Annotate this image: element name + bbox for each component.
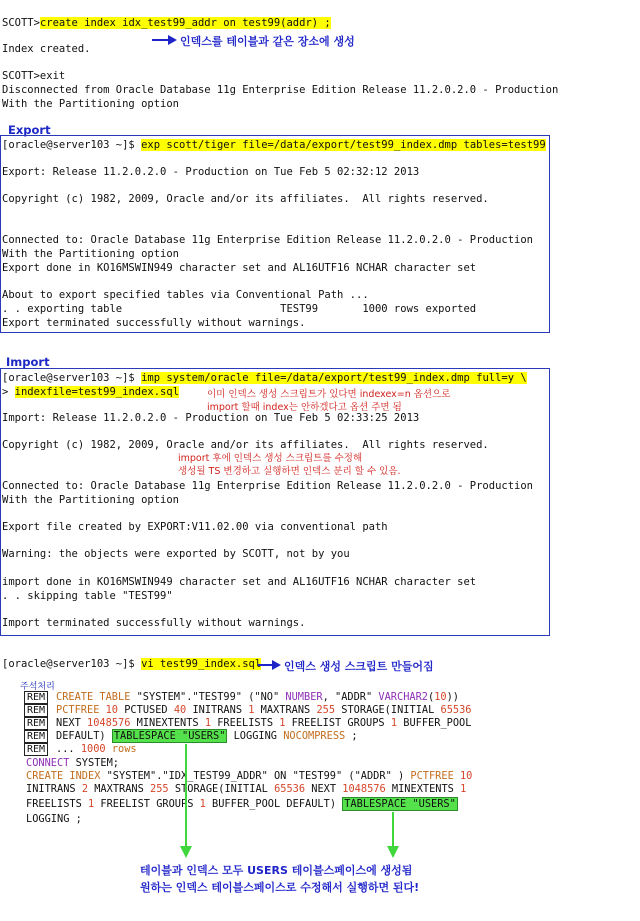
sql-type: VARCHAR2 xyxy=(378,691,428,703)
sql-text: MAXTRANS xyxy=(260,704,311,716)
sql-text: PCTUSED xyxy=(124,704,168,716)
indexes-option-note xyxy=(207,388,450,414)
export-output-line: Export: Release 11.2.0.2.0 - Production on Tue Feb 5 02:32:12 2013 xyxy=(2,166,420,178)
shell-prompt: [oracle@server103 ~]$ xyxy=(2,139,135,151)
sql-number: 10 xyxy=(105,704,119,716)
sql-type: NUMBER xyxy=(285,691,323,703)
import-output-line: Copyright (c) 1982, 2009, Oracle and/or its affiliates. All rights reserved. xyxy=(2,439,489,451)
sql-number: 1 xyxy=(390,717,398,729)
rem-marker xyxy=(24,691,48,705)
imp-command: imp system/oracle file=/data/export/test99_index.dmp full=y \ xyxy=(141,372,527,384)
rem-keyword: REM xyxy=(24,743,48,756)
sql-number: 2 xyxy=(81,783,89,795)
import-section-title: Import xyxy=(6,355,50,369)
comment-out-label: 주석처리 xyxy=(20,682,55,692)
arrow-right-icon xyxy=(258,659,282,671)
note-line: 생성될 TS 변경하고 실행하면 인덱스 분리 할 수 있음. xyxy=(178,466,401,477)
sql-keyword: PCTFREE xyxy=(410,770,454,782)
sql-text: BUFFER_POOL xyxy=(212,798,281,810)
sql-number: 1 xyxy=(460,783,467,795)
sql-keyword: CREATE TABLE xyxy=(56,691,131,703)
script-edit-note xyxy=(178,452,401,478)
sql-number: 65536 xyxy=(274,783,306,795)
index-created-msg: Index created. xyxy=(2,43,91,55)
sql-text: ; xyxy=(345,730,358,742)
note-line: import 후에 인덱스 생성 스크립트를 수정해 xyxy=(178,453,363,464)
arrow-down-icon xyxy=(385,812,401,860)
sql-number: 255 xyxy=(316,704,336,716)
index-tablespace-highlight: TABLESPACE "USERS" xyxy=(344,798,456,810)
sql-text: BUFFER_POOL xyxy=(403,717,472,729)
sql-prompt: SCOTT> xyxy=(2,17,40,29)
partitioning-msg: With the Partitioning option xyxy=(2,98,180,110)
vi-command: vi test99_index.sql xyxy=(141,658,262,670)
rem-marker xyxy=(24,717,48,731)
sql-number: 1 xyxy=(279,717,286,729)
rem-keyword: REM xyxy=(24,704,48,717)
top-annotation: 인덱스를 테이블과 같은 장소에 생성 xyxy=(180,35,355,48)
exp-command: exp scott/tiger file=/data/export/test99_index.dmp tables=test99 xyxy=(141,139,546,151)
sql-text: INITRANS xyxy=(192,704,243,716)
sql-text: LOGGING xyxy=(233,730,278,742)
sql-number: 40 xyxy=(173,704,187,716)
import-output-line: import done in KO16MSWIN949 character set and AL16UTF16 NCHAR character set xyxy=(2,576,477,588)
sql-text: NEXT xyxy=(311,783,337,795)
sql-command-line xyxy=(2,17,331,30)
sql-text: , "ADDR" xyxy=(322,691,379,703)
script-line xyxy=(26,757,119,770)
script-line xyxy=(56,691,459,704)
sql-number: 1048576 xyxy=(342,783,386,795)
sql-text: FREELIST GROUPS xyxy=(291,717,385,729)
script-line xyxy=(56,704,472,717)
sql-keyword: rows xyxy=(111,743,137,755)
create-index-command: create index idx_test99_addr on test99(addr) ; xyxy=(39,17,331,29)
script-line xyxy=(56,717,471,730)
sql-text: SYSTEM; xyxy=(69,757,120,769)
export-output-line: Export terminated successfully without warnings. xyxy=(2,317,306,329)
export-output-line: Copyright (c) 1982, 2009, Oracle and/or its affiliates. All rights reserved. xyxy=(2,193,489,205)
sql-number: 10 xyxy=(459,770,473,782)
sql-text: STORAGE( xyxy=(174,783,225,795)
disconnected-msg: Disconnected from Oracle Database 11g Enterprise Edition Release 11.2.0.2.0 - Production xyxy=(2,84,559,96)
sql-text: DEFAULT) xyxy=(56,730,106,742)
sql-text: FREELISTS xyxy=(26,798,82,810)
script-line xyxy=(56,743,137,756)
import-output-line: Import: Release 11.2.0.2.0 - Production on Tue Feb 5 02:33:25 2013 xyxy=(2,412,420,424)
sql-text: )) xyxy=(446,691,460,703)
note-line: import 할때 index는 안하겠다고 옵션 주면 됨 xyxy=(207,402,402,413)
arrow-right-icon xyxy=(152,34,178,46)
export-output-line: With the Partitioning option xyxy=(2,248,180,260)
export-output-line: . . exporting table TEST99 1000 rows exported xyxy=(2,303,477,315)
sql-text: INITIAL xyxy=(390,704,435,716)
import-output-line: . . skipping table "TEST99" xyxy=(2,590,173,602)
sql-text: INITIAL xyxy=(224,783,268,795)
import-output-line: Warning: the objects were exported by SCOTT, not by you xyxy=(2,548,350,560)
sql-text: NEXT xyxy=(56,717,81,729)
sql-number: 1048576 xyxy=(87,717,131,729)
import-output-line: With the Partitioning option xyxy=(2,494,180,506)
sql-text: INITRANS xyxy=(26,783,76,795)
export-output-line: About to export specified tables via Conventional Path ... xyxy=(2,289,369,301)
sql-text: MINEXTENTS xyxy=(136,717,199,729)
export-output-line: Export done in KO16MSWIN949 character set and AL16UTF16 NCHAR character set xyxy=(2,262,477,274)
sql-number: 255 xyxy=(150,783,169,795)
sql-number: 65536 xyxy=(440,704,472,716)
sql-text: STORAGE( xyxy=(341,704,391,716)
export-section-title: Export xyxy=(8,123,51,137)
rem-marker xyxy=(24,704,48,718)
sql-number: 10 xyxy=(434,691,447,703)
sql-text: MINEXTENTS xyxy=(391,783,454,795)
script-line xyxy=(26,783,466,796)
rem-keyword: REM xyxy=(24,691,48,704)
script-line: LOGGING ; xyxy=(26,813,82,825)
note-line: 이미 인덱스 생성 스크립트가 있다면 indexex=n 옵션으로 xyxy=(207,389,451,400)
sql-text: ... xyxy=(56,743,75,755)
sql-text: ( xyxy=(428,691,435,703)
sql-text: FREELISTS xyxy=(217,717,274,729)
sql-text: "SYSTEM"."TEST99" ("NO" xyxy=(130,691,286,703)
shell-prompt: [oracle@server103 ~]$ xyxy=(2,372,135,384)
sql-number: 1 xyxy=(204,717,212,729)
export-output-line: Connected to: Oracle Database 11g Enterprise Edition Release 11.2.0.2.0 - Production xyxy=(2,234,534,246)
import-output-line: Export file created by EXPORT:V11.02.00 via conventional path xyxy=(2,521,388,533)
table-tablespace-highlight: TABLESPACE "USERS" xyxy=(113,730,226,742)
import-command-line xyxy=(2,372,527,385)
sql-number: 1 xyxy=(199,798,206,810)
script-line xyxy=(26,770,472,783)
continuation-prompt: > xyxy=(2,386,9,398)
rem-keyword: REM xyxy=(24,730,48,743)
import-continuation-line xyxy=(2,386,179,399)
rem-marker xyxy=(24,730,48,744)
indexfile-option: indexfile=test99_index.sql xyxy=(14,386,180,398)
arrow-down-icon xyxy=(178,744,194,860)
script-line xyxy=(56,730,358,743)
rem-marker xyxy=(24,743,48,757)
sql-keyword: PCTFREE xyxy=(56,704,100,716)
sql-number: 1000 xyxy=(80,743,106,755)
sql-text: MAXTRANS xyxy=(94,783,144,795)
shell-prompt: [oracle@server103 ~]$ xyxy=(2,658,135,670)
sql-keyword: CONNECT xyxy=(26,757,70,769)
import-output-line: Import terminated successfully without warnings. xyxy=(2,617,306,629)
script-line xyxy=(26,798,458,811)
sql-number: 1 xyxy=(88,798,95,810)
rem-keyword: REM xyxy=(24,717,48,730)
exit-command: SCOTT>exit xyxy=(2,70,66,82)
sql-number: 1 xyxy=(248,704,255,716)
sql-text: "SYSTEM"."IDX_TEST99_ADDR" ON "TEST99" ("ADDR" ) xyxy=(100,770,411,782)
export-command-line xyxy=(2,139,546,152)
bottom-annotation-line1: 테이블과 인덱스 모두 USERS 테이블스페이스에 생성됨 xyxy=(140,864,413,877)
vi-annotation: 인덱스 생성 스크립트 만들어짐 xyxy=(284,660,434,673)
import-output-line: Connected to: Oracle Database 11g Enterprise Edition Release 11.2.0.2.0 - Production xyxy=(2,480,534,492)
sql-text: DEFAULT) xyxy=(286,798,337,810)
sql-keyword: CREATE INDEX xyxy=(26,770,101,782)
sql-keyword: NOCOMPRESS xyxy=(283,730,346,742)
bottom-annotation-line2: 원하는 인덱스 테이블스페이스로 수정해서 실행하면 된다! xyxy=(140,881,420,894)
sql-text: FREELIST GROUPS xyxy=(100,798,194,810)
vi-command-line xyxy=(2,658,261,671)
